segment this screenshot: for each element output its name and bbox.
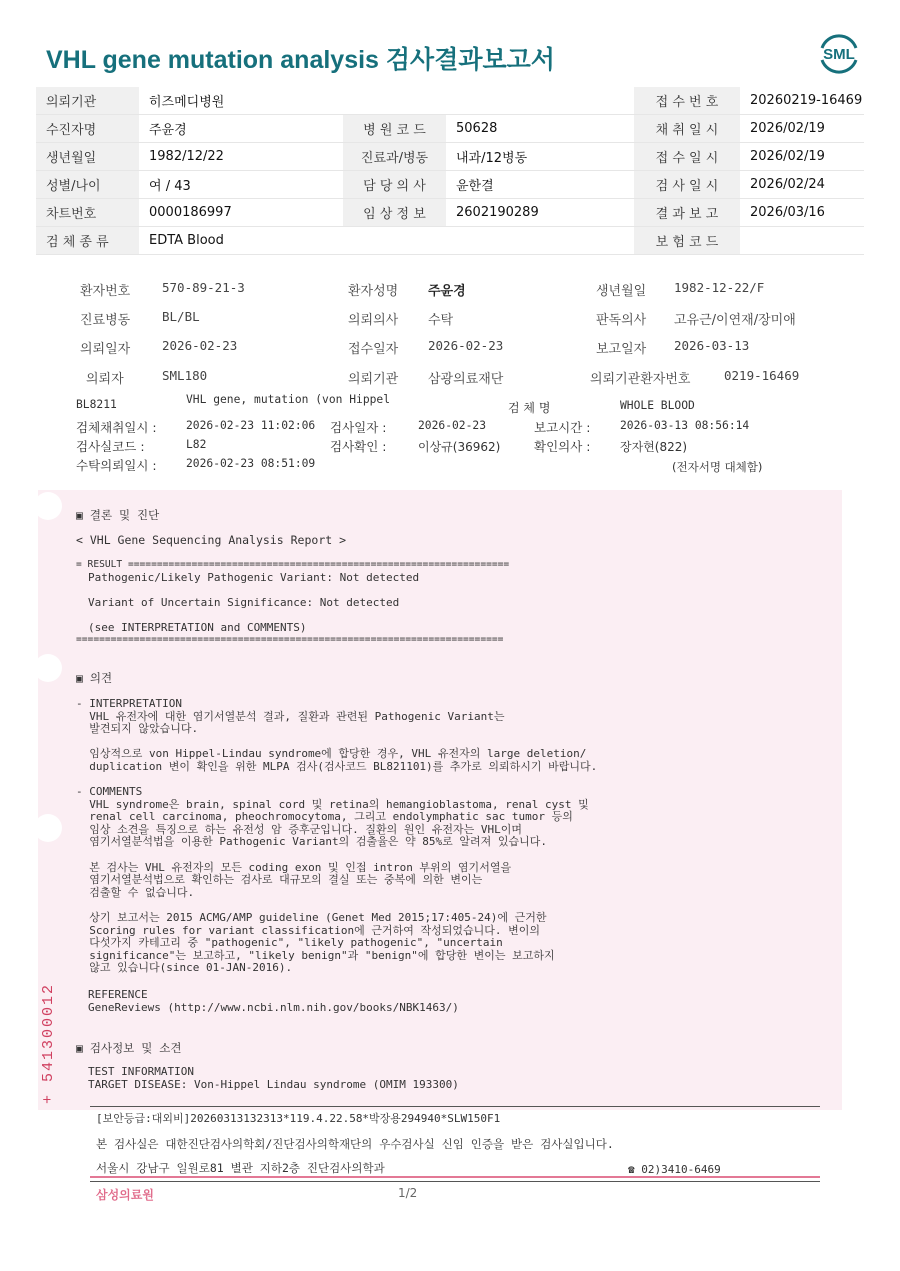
test-date-value: 2026-02-23 xyxy=(418,419,487,432)
info-row xyxy=(36,171,864,199)
patient-label: 판독의사 xyxy=(596,313,647,328)
svg-text:SML: SML xyxy=(823,46,855,63)
patient-value: 2026-03-13 xyxy=(674,338,750,353)
result-see-comments: (see INTERPRETATION and COMMENTS) xyxy=(88,621,307,634)
info-value: 20260219-16469 xyxy=(740,87,864,115)
punch-hole xyxy=(34,492,62,520)
footer-divider xyxy=(90,1106,820,1107)
result-vus: Variant of Uncertain Significance: Not detected xyxy=(88,596,400,609)
patient-label: 의뢰기관환자번호 xyxy=(590,372,691,387)
patient-label: 의뢰자 xyxy=(86,372,124,387)
patient-label: 의뢰일자 xyxy=(80,342,131,357)
hospital-brand: 삼성의료원 xyxy=(96,1188,154,1202)
report-title: VHL gene mutation analysis 검사결과보고서 xyxy=(46,46,555,74)
info-value: 윤한결 xyxy=(446,171,634,199)
collect-label: 검체채취일시 : xyxy=(76,420,157,435)
patient-label: 생년월일 xyxy=(596,284,647,299)
info-label xyxy=(343,87,446,115)
test-code: BL8211 xyxy=(76,398,117,411)
specimen-value: WHOLE BLOOD xyxy=(620,399,695,412)
patient-value: 삼광의료재단 xyxy=(428,372,504,387)
info-label: 보 험 코 드 xyxy=(634,227,740,255)
patient-label: 환자번호 xyxy=(80,284,131,299)
info-table xyxy=(36,87,864,255)
info-value: 여 / 43 xyxy=(139,171,343,199)
info-label: 진료과/병동 xyxy=(343,143,446,171)
info-row xyxy=(36,227,864,255)
info-value xyxy=(446,227,634,255)
info-value: 2026/02/24 xyxy=(740,171,864,199)
request-label: 수탁의뢰일시 : xyxy=(76,458,157,473)
info-value: 1982/12/22 xyxy=(139,143,343,171)
info-label: 병 원 코 드 xyxy=(343,115,446,143)
cert-line: 본 검사실은 대한진단검사의학회/진단검사의학재단의 우수검사실 신임 인증을 받은 검사실입니다. xyxy=(96,1137,614,1151)
section-opinion-title: ▣ 의견 xyxy=(76,671,113,685)
patient-value: 2026-02-23 xyxy=(428,338,504,353)
info-value: 2026/02/19 xyxy=(740,143,864,171)
sml-logo-icon xyxy=(816,30,862,76)
info-value: 0000186997 xyxy=(139,199,343,227)
info-label: 임 상 정 보 xyxy=(343,199,446,227)
info-label: 생년월일 xyxy=(36,143,139,171)
specimen-label: 검 체 명 xyxy=(508,401,551,415)
confirm-label: 검사확인 : xyxy=(330,439,387,454)
lab-code-value: L82 xyxy=(186,438,207,451)
patient-value: 1982-12-22/F xyxy=(674,280,765,295)
result-pathogenic: Pathogenic/Likely Pathogenic Variant: Not detected xyxy=(88,571,420,584)
info-value: 내과/12병동 xyxy=(446,143,634,171)
info-value: 2602190289 xyxy=(446,199,634,227)
interpretation-text: - INTERPRETATION VHL 유전자에 대한 염기서열분석 결과, 질환과 관련된 Pathogenic Variant는 발견되지 않았습니다. 임상적으로 von Hippel-Lindau syndrome에 합당한 경우, VHL 유전자의 large deletion/ duplication 변이 확인을 위한 MLPA 검사(검사코드 BL821101)를 추가로 의뢰하시기 바랍니다. xyxy=(76,697,598,773)
info-label: 차트번호 xyxy=(36,199,139,227)
info-label: 접 수 번 호 xyxy=(634,87,740,115)
phone-line: ☎ 02)3410-6469 xyxy=(628,1163,721,1176)
report-time-value: 2026-03-13 08:56:14 xyxy=(620,419,750,432)
esign-note: (전자서명 대체함) xyxy=(672,460,763,474)
security-line: [보안등급:대외비]20260313132313*119.4.22.58*박장용294940*SLW150F1 xyxy=(96,1112,501,1125)
info-value: 2026/03/16 xyxy=(740,199,864,227)
patient-value: 고유근/이연재/장미애 xyxy=(674,313,796,328)
report-time-label: 보고시간 : xyxy=(534,420,591,435)
info-label: 의뢰기관 xyxy=(36,87,139,115)
patient-value: 0219-16469 xyxy=(724,368,800,383)
result-separator: = RESULT ================================================================== xyxy=(76,559,510,570)
patient-label: 의뢰의사 xyxy=(348,313,399,328)
info-label: 접 수 일 시 xyxy=(634,143,740,171)
result-end-separator: ========================================================================== xyxy=(76,634,504,645)
patient-value: BL/BL xyxy=(162,309,200,324)
info-value xyxy=(446,87,634,115)
patient-label: 접수일자 xyxy=(348,342,399,357)
patient-value: 주윤경 xyxy=(428,284,466,299)
confirm-doc-label: 확인의사 : xyxy=(534,439,591,454)
info-label: 결 과 보 고 xyxy=(634,199,740,227)
punch-hole xyxy=(34,814,62,842)
test-info-text: TEST INFORMATION TARGET DISEASE: Von-Hippel Lindau syndrome (OMIM 193300) xyxy=(88,1065,459,1091)
patient-value: SML180 xyxy=(162,368,208,383)
confirm-doc-value: 장자현(822) xyxy=(620,440,688,454)
info-value xyxy=(740,227,864,255)
info-label: 채 취 일 시 xyxy=(634,115,740,143)
page-number: 1/2 xyxy=(398,1186,418,1200)
request-value: 2026-02-23 08:51:09 xyxy=(186,457,316,470)
punch-hole xyxy=(34,654,62,682)
info-label: 성별/나이 xyxy=(36,171,139,199)
patient-label: 의뢰기관 xyxy=(348,372,399,387)
info-label xyxy=(343,227,446,255)
section-conclusion-title: ▣ 결론 및 진단 xyxy=(76,508,160,522)
patient-value: 570-89-21-3 xyxy=(162,280,245,295)
footer-bottom-divider xyxy=(90,1181,820,1182)
test-date-label: 검사일자 : xyxy=(330,420,387,435)
info-value: 히즈메디병원 xyxy=(139,87,343,115)
info-value: 2026/02/19 xyxy=(740,115,864,143)
lab-code-label: 검사실코드 : xyxy=(76,439,145,454)
vertical-stamp: + 541300012 xyxy=(40,982,57,1104)
report-subtitle: < VHL Gene Sequencing Analysis Report > xyxy=(76,533,347,547)
info-row xyxy=(36,143,864,171)
info-value: 주윤경 xyxy=(139,115,343,143)
info-label: 담 당 의 사 xyxy=(343,171,446,199)
info-label: 수진자명 xyxy=(36,115,139,143)
info-row xyxy=(36,87,864,115)
patient-label: 보고일자 xyxy=(596,342,647,357)
info-row xyxy=(36,115,864,143)
info-label: 검 사 일 시 xyxy=(634,171,740,199)
section-testinfo-title: ▣ 검사정보 및 소견 xyxy=(76,1041,182,1055)
info-row xyxy=(36,199,864,227)
reference-text: REFERENCE GeneReviews (http://www.ncbi.nlm.nih.gov/books/NBK1463/) xyxy=(88,988,459,1014)
test-name: VHL gene, mutation (von Hippel xyxy=(186,393,391,406)
footer-pink-divider xyxy=(90,1176,820,1178)
info-label: 검 체 종 류 xyxy=(36,227,139,255)
patient-label: 진료병동 xyxy=(80,313,131,328)
patient-label: 환자성명 xyxy=(348,284,399,299)
info-value: EDTA Blood xyxy=(139,227,343,255)
comments-text: - COMMENTS VHL syndrome은 brain, spinal cord 및 retina의 hemangioblastoma, renal cyst 및 renal cell carcinoma, pheochromocytoma, 그리고 endolymphatic sac tumor 등의 임상 소견을 특징으로 하는 유전성 암 증후군입니다. 질환의 원인 유전자는 VHL이며 염기서열분석법을 이용한 Pathogenic Variant의 검출율은 약 85%로 알려져 있습니다. 본 검사는 VHL 유전자의 모든 coding exon 및 인접 intron 부위의 염기서열을 염기서열분석법으로 확인하는 검사로 대규모의 결실 또는 중복에 의한 변이는 검출할 수 없습니다. 상기 보고서는 2015 ACMG/AMP guideline (Genet Med 2015;17:405-24)에 근거한 Scoring rules for variant classification에 근거하여 작성되었습니다. 변이의 다섯가지 카테고리 중 "pathogenic", "likely pathogenic", "uncertain significance"는 보고하고, "likely benign"과 "benign"에 합당한 변이는 보고하지 않고 있습니다(since 01-JAN-2016). xyxy=(76,785,589,975)
collect-value: 2026-02-23 11:02:06 xyxy=(186,419,316,432)
patient-value: 2026-02-23 xyxy=(162,338,238,353)
confirm-value: 이상규(36962) xyxy=(418,440,501,454)
info-value: 50628 xyxy=(446,115,634,143)
patient-value: 수탁 xyxy=(428,313,454,328)
address-line: 서울시 강남구 일원로81 별관 지하2층 진단검사의학과 xyxy=(96,1161,385,1175)
